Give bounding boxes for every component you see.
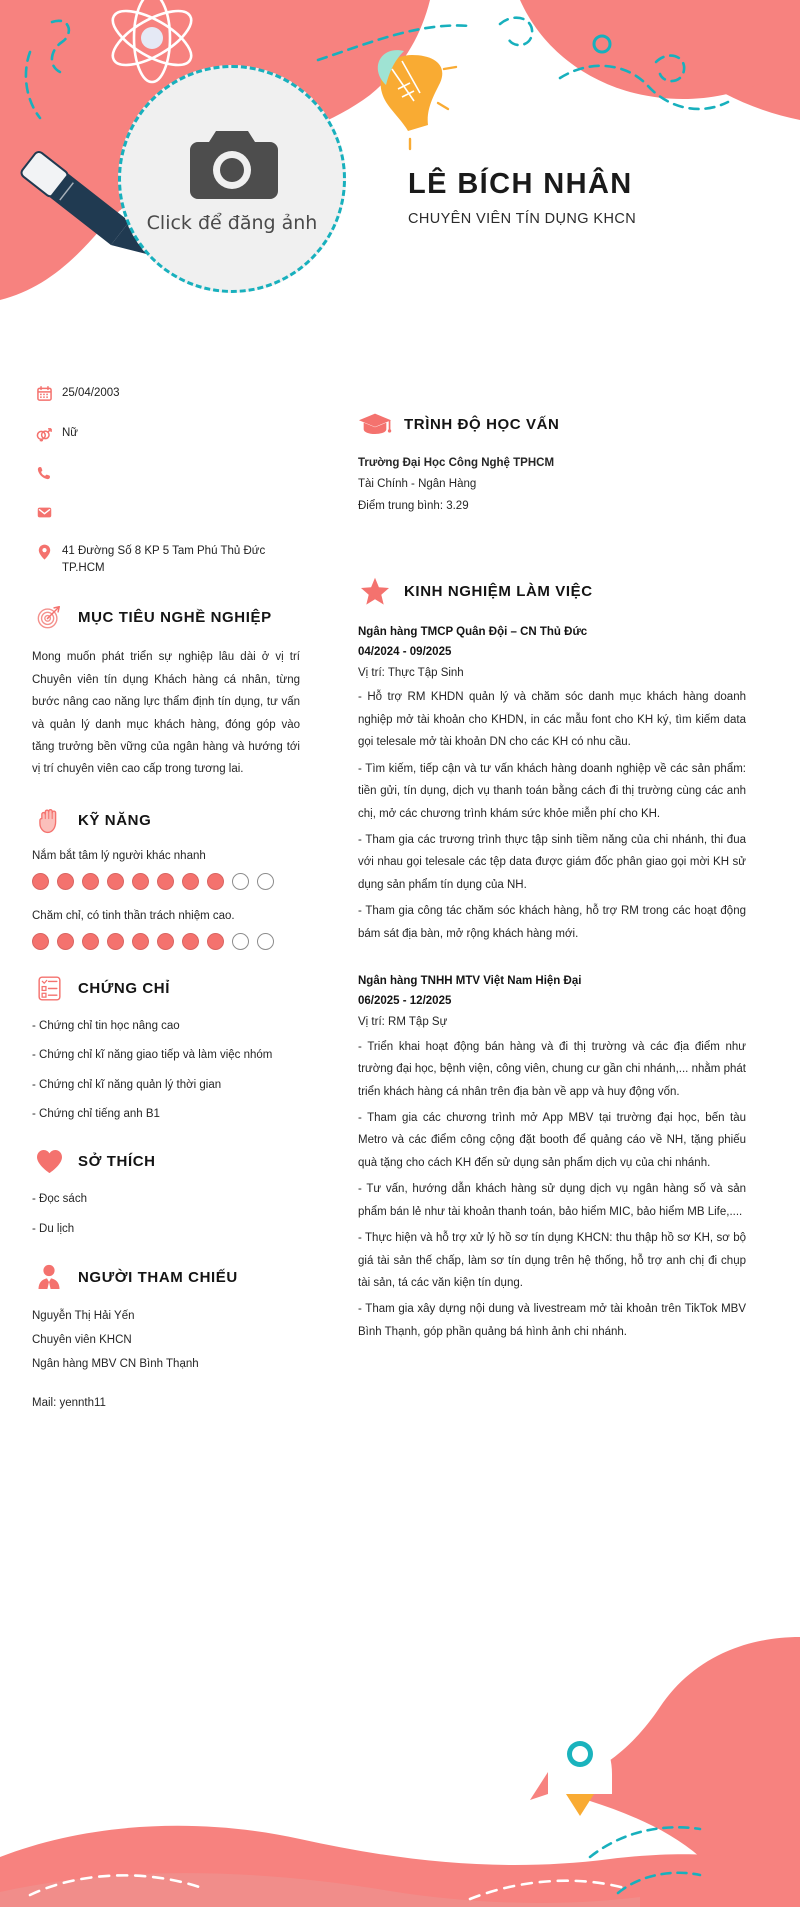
photo-upload-label: Click để đăng ảnh	[146, 211, 318, 234]
candidate-name: LÊ BÍCH NHÂN	[408, 168, 633, 200]
experience-bullet: - Tham gia các trương trình thực tập sinh tiềm năng của chi nhánh, thi đua với nhau gọi telesale các tệp data được giám đốc phân giao gọi mời KH sử dụng sản phẩm tín dụng của NH.	[358, 834, 746, 891]
reference-position: Chuyên viên KHCN	[32, 1334, 132, 1347]
skill-label: Nắm bắt tâm lý người khác nhanh	[32, 849, 206, 862]
experience-bullet: - Tham gia xây dựng nội dung và livestream mở tài khoản trên TikTok MBV Bình Thạnh, góp phần quảng bá hình ảnh chi nhánh.	[358, 1303, 746, 1338]
education-gpa: Điểm trung bình: 3.29	[358, 499, 469, 512]
cv-body	[0, 360, 800, 1417]
education-major: Tài Chính - Ngân Hàng	[358, 478, 477, 491]
experience-bullet: - Thực hiện và hỗ trợ xử lý hồ sơ tín dụng KHCN: thu thập hồ sơ KH, sơ bộ giá tài sản thế chấp, làm sơ tín dụng trên hệ thống, hỗ trợ anh chị đi chụp tài sản, tá các văn kiện tín dụng.	[358, 1232, 746, 1289]
experience-entry	[358, 971, 746, 1343]
rating-dot[interactable]	[157, 933, 174, 950]
experience-bullet: - Tìm kiếm, tiếp cận và tư vấn khách hàng doanh nghiệp về các sản phẩm: tiền gửi, tín dụng, dịch vụ thanh toán bằng cách đi thị trường cùng các anh chị, mở các chương trình khám sức khỏe miễn phí cho KH.	[358, 762, 746, 820]
rating-dot[interactable]	[107, 933, 124, 950]
section-header-objective	[32, 604, 300, 630]
heart-icon	[32, 1149, 66, 1174]
hobby-item: - Du lịch	[32, 1222, 75, 1235]
section-header-reference	[32, 1264, 300, 1290]
reference-mail: Mail: yennth11	[32, 1396, 106, 1409]
rating-dot[interactable]	[257, 933, 274, 950]
name-block	[408, 168, 636, 227]
objective-text: Mong muốn phát triển sự nghiệp lâu dài ở vị trí Chuyên viên tín dụng Khách hàng cá nhân, từng bước nâng cao năng lực thẩm định tín dụng, tư vấn và quản lý danh mục khách hàng, đóng góp vào tăng trưởng bền vững của ngân hàng và hướng tới vị trí chuyên viên cao cấp trong tương lai.	[32, 651, 300, 776]
rating-dot[interactable]	[182, 933, 199, 950]
rating-dot[interactable]	[132, 933, 149, 950]
rating-dot[interactable]	[107, 873, 124, 890]
section-title-certificates: CHỨNG CHỈ	[78, 979, 171, 997]
experience-bullet: - Triển khai hoạt động bán hàng và đi thị trường và các địa điểm như trường đại học, bệnh viện, công viên, chung cư gần chi nhánh,... nhằm phát triển khách hàng cá nhân trên địa bàn về app và huy động vốn.	[358, 1040, 746, 1098]
person-tie-icon	[32, 1264, 66, 1290]
experience-company: Ngân hàng TMCP Quân Đội – CN Thủ Đức	[358, 625, 588, 638]
experience-bullet: - Tư vấn, hướng dẫn khách hàng sử dụng dịch vụ ngân hàng số và sản phẩm bán lẻ như tài khoản thanh toán, bảo hiểm MIC, bảo hiểm MB Life,....	[358, 1183, 746, 1218]
certificate-item: - Chứng chỉ kĩ năng giao tiếp và làm việc nhóm	[32, 1049, 273, 1062]
contact-row-email[interactable]	[32, 504, 300, 521]
checklist-icon	[32, 976, 66, 1001]
education-school: Trường Đại Học Công Nghệ TPHCM	[358, 457, 555, 469]
reference-name: Nguyễn Thị Hải Yến	[32, 1310, 135, 1323]
photo-upload-button[interactable]	[118, 65, 346, 293]
certificate-item: - Chứng chỉ kĩ năng quản lý thời gian	[32, 1078, 222, 1091]
contact-row-birthday[interactable]	[32, 385, 300, 403]
rating-dot[interactable]	[57, 933, 74, 950]
address-value: 41 Đường Số 8 KP 5 Tam Phú Thủ Đức TP.HCM	[62, 544, 266, 575]
phone-icon	[32, 465, 56, 480]
experience-position: Vị trí: Thực Tập Sinh	[358, 667, 464, 680]
rating-dot[interactable]	[132, 873, 149, 890]
rating-dot[interactable]	[207, 933, 224, 950]
camera-icon	[186, 125, 278, 206]
section-title-hobbies: SỞ THÍCH	[78, 1153, 156, 1171]
rating-dot[interactable]	[57, 873, 74, 890]
calendar-icon	[32, 385, 56, 401]
location-pin-icon	[32, 543, 56, 560]
gender-value: Nữ	[62, 426, 79, 439]
experience-entry	[358, 622, 746, 945]
birthday-value: 25/04/2003	[62, 387, 120, 399]
rating-dot[interactable]	[32, 873, 49, 890]
rating-dot[interactable]	[207, 873, 224, 890]
star-icon	[358, 577, 392, 606]
section-title-skills: KỸ NĂNG	[78, 811, 152, 829]
rating-dot[interactable]	[257, 873, 274, 890]
experience-position: Vị trí: RM Tập Sự	[358, 1016, 448, 1029]
experience-period: 04/2024 - 09/2025	[358, 645, 452, 658]
contact-row-phone[interactable]	[32, 465, 300, 482]
section-header-hobbies	[32, 1149, 300, 1174]
skill-rating[interactable]	[32, 873, 300, 890]
experience-bullet: - Tham gia các chương trình mở App MBV tại trường đại học, bến tàu Metro và các điểm công cộng đặt booth để quảng cáo về NH, tặng phiếu quà tặng cho cách KH đến sử dụng sản phẩm dịch vụ của chi nhánh.	[358, 1112, 746, 1169]
section-header-education	[358, 411, 746, 437]
gender-icon	[32, 425, 56, 442]
experience-period: 06/2025 - 12/2025	[358, 995, 452, 1008]
graduation-cap-icon	[358, 411, 392, 437]
contact-row-gender[interactable]	[32, 425, 300, 443]
rating-dot[interactable]	[82, 933, 99, 950]
rating-dot[interactable]	[182, 873, 199, 890]
section-header-experience	[358, 577, 746, 606]
experience-bullet: - Tham gia công tác chăm sóc khách hàng, hỗ trợ RM trong các hoạt động bám sát địa bàn, mở rộng khách hàng mới.	[358, 905, 746, 940]
email-icon	[32, 504, 56, 520]
experience-company: Ngân hàng TNHH MTV Việt Nam Hiện Đại	[358, 975, 582, 988]
section-header-certificates	[32, 976, 300, 1001]
skill-rating[interactable]	[32, 933, 300, 950]
section-title-objective: MỤC TIÊU NGHỀ NGHIỆP	[78, 608, 272, 626]
hand-icon	[32, 807, 66, 834]
footer-decoration	[0, 1607, 800, 1907]
skill-item	[32, 910, 300, 950]
section-title-education: TRÌNH ĐỘ HỌC VẤN	[404, 415, 560, 433]
section-title-experience: KINH NGHIỆM LÀM VIỆC	[404, 582, 593, 600]
section-title-reference: NGƯỜI THAM CHIẾU	[78, 1268, 238, 1286]
skill-item	[32, 850, 300, 890]
rating-dot[interactable]	[82, 873, 99, 890]
right-column	[330, 360, 800, 1417]
rating-dot[interactable]	[32, 933, 49, 950]
candidate-job-title: CHUYÊN VIÊN TÍN DỤNG KHCN	[408, 211, 637, 227]
certificate-item: - Chứng chỉ tin học nâng cao	[32, 1019, 180, 1032]
footer-background-art	[0, 1607, 800, 1907]
reference-company: Ngân hàng MBV CN Bình Thạnh	[32, 1358, 199, 1371]
contact-row-address[interactable]	[32, 543, 300, 579]
header-decoration	[0, 0, 800, 360]
rating-dot[interactable]	[232, 933, 249, 950]
hobby-item: - Đọc sách	[32, 1193, 87, 1206]
rating-dot[interactable]	[232, 873, 249, 890]
certificate-item: - Chứng chỉ tiếng anh B1	[32, 1107, 160, 1120]
rating-dot[interactable]	[157, 873, 174, 890]
section-header-skills	[32, 807, 300, 834]
left-column	[0, 360, 330, 1417]
target-icon	[32, 604, 66, 630]
experience-bullet: - Hỗ trợ RM KHDN quản lý và chăm sóc danh mục khách hàng doanh nghiệp mở tài khoản cho KHDN, in các mẫu font cho KH ký, tìm kiếm data gọi telesale mở tài khoản DN cho các KH có nhu cầu.	[358, 691, 746, 749]
skill-label: Chăm chỉ, có tinh thần trách nhiệm cao.	[32, 909, 235, 922]
